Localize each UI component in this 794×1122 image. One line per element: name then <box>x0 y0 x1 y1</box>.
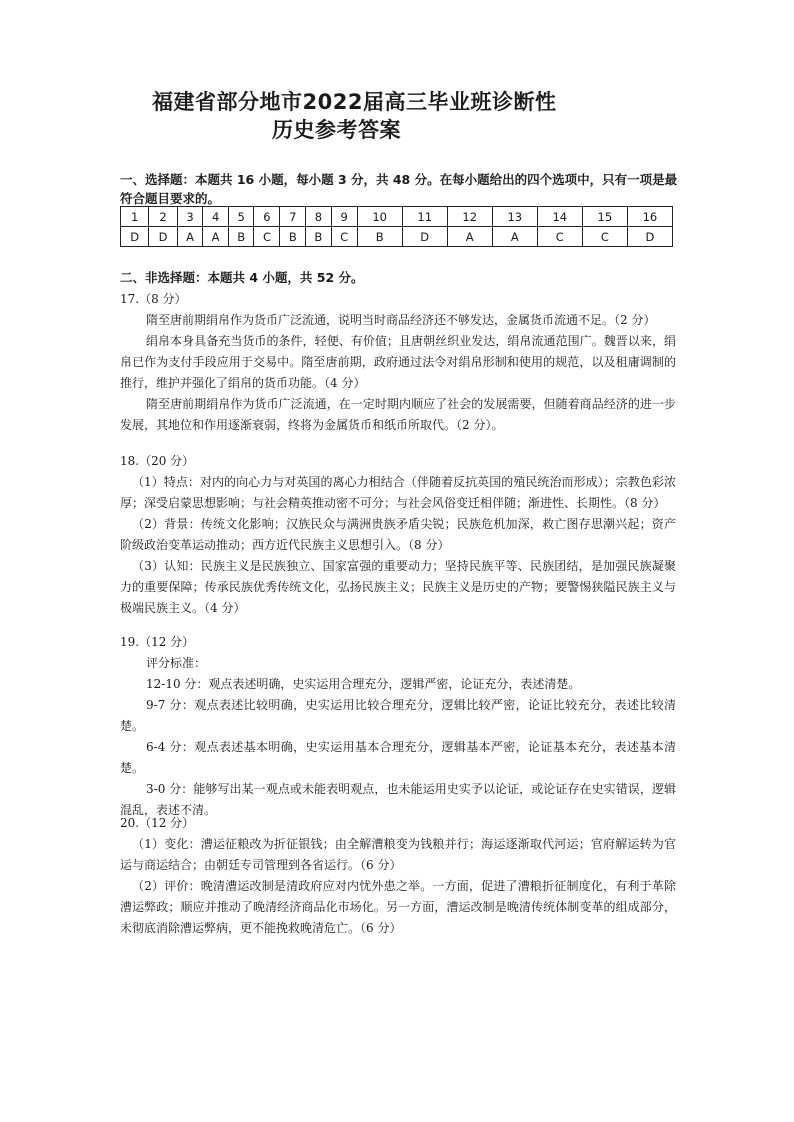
question-18-paragraph-1: （1）特点：对内的向心力与对英国的离心力相结合（伴随着反抗英国的殖民统治而形成）；宗教色彩浓厚；深受启蒙思想影响；与社会精英推动密不可分；与社会风俗变迁相伴随；渐进性、长期性。（8 分） <box>120 475 676 510</box>
answer-cell: D <box>149 227 177 247</box>
question-number: 9 <box>331 207 357 227</box>
question-19-level-4: 3-0 分：能够写出某一观点或未能表明观点，也未能运用史实予以论证，或论证存在史实错误，逻辑混乱，表述不清。 <box>120 782 676 817</box>
answer-cell: A <box>492 227 537 247</box>
question-18-heading: 18.（20 分） <box>120 454 195 468</box>
question-number: 13 <box>492 207 537 227</box>
answer-table <box>120 206 673 247</box>
question-number: 14 <box>537 207 582 227</box>
answer-table-number-row <box>121 207 673 227</box>
answer-cell: C <box>331 227 357 247</box>
question-19-scoring-label: 评分标准： <box>146 656 207 670</box>
question-19-level-3: 6-4 分：观点表述基本明确，史实运用基本合理充分，逻辑基本严密，论证基本充分，表述基本清楚。 <box>120 740 676 775</box>
answer-cell: D <box>121 227 149 247</box>
question-number: 6 <box>254 207 280 227</box>
question-17-block <box>120 289 676 436</box>
question-18-block <box>120 451 676 619</box>
question-17-paragraph-2: 绢帛本身具备充当货币的条件，轻便、有价值；且唐朝丝织业发达，绢帛流通范围广。魏晋以来，绢帛已作为支付手段应用于交易中。隋至唐前期，政府通过法令对绢帛形制和使用的规范，以及租庸调制的推行，维护并强化了绢帛的货币功能。（4 分） <box>120 334 676 390</box>
question-17-paragraph-1: 隋至唐前期绢帛作为货币广泛流通，说明当时商品经济还不够发达，金属货币流通不足。（2 分） <box>146 313 656 327</box>
answer-table-answer-row <box>121 227 673 247</box>
question-number: 3 <box>177 207 203 227</box>
question-number: 8 <box>306 207 332 227</box>
question-19-level-2: 9-7 分：观点表述比较明确，史实运用比较合理充分，逻辑比较严密，论证比较充分，表述比较清楚。 <box>120 698 676 733</box>
question-18-paragraph-2: （2）背景：传统文化影响；汉族民众与满洲贵族矛盾尖锐；民族危机加深，救亡图存思潮兴起；资产阶级政治变革运动推动；西方近代民族主义思想引入。（8 分） <box>120 517 676 552</box>
document-subtitle: 历史参考答案 <box>272 118 401 142</box>
answer-cell: D <box>627 227 672 247</box>
answer-cell: A <box>447 227 492 247</box>
question-number: 2 <box>149 207 177 227</box>
question-19-level-1: 12-10 分：观点表述明确，史实运用合理充分，逻辑严密，论证充分，表述清楚。 <box>146 677 581 691</box>
question-20-paragraph-2: （2）评价：晚清漕运改制是清政府应对内忧外患之举。一方面，促进了漕粮折征制度化，有利于革除漕运弊政；顺应并推动了晚清经济商品化市场化。另一方面，漕运改制是晚清传统体制变革的组成部分，未彻底消除漕运弊病，更不能挽救晚清危亡。（6 分） <box>120 879 676 935</box>
answer-cell: C <box>537 227 582 247</box>
answer-cell: D <box>402 227 447 247</box>
question-20-paragraph-1: （1）变化：漕运征粮改为折征银钱；由全解漕粮变为钱粮并行；海运逐渐取代河运；官府解运转为官运与商运结合；由朝廷专司管理到各省运行。（6 分） <box>120 837 676 872</box>
answer-cell: A <box>203 227 229 247</box>
question-17-heading: 17.（8 分） <box>120 292 187 306</box>
question-19-block <box>120 632 676 821</box>
section-1-heading: 一、选择题：本题共 16 小题，每小题 3 分，共 48 分。在每小题给出的四个选项中，只有一项是最符合题目要求的。 <box>120 172 678 206</box>
answer-cell: C <box>254 227 280 247</box>
document-title: 福建省部分地市2022届高三毕业班诊断性 <box>152 90 557 114</box>
section-2-heading: 二、非选择题：本题共 4 小题，共 52 分。 <box>120 270 364 285</box>
question-18-paragraph-3: （3）认知：民族主义是民族独立、国家富强的重要动力；坚持民族平等、民族团结，是加强民族凝聚力的重要保障；传承民族优秀传统文化，弘扬民族主义；民族主义是历史的产物；要警惕狭隘民族主义与极端民族主义。（4 分） <box>120 559 676 615</box>
answer-cell: B <box>228 227 254 247</box>
question-20-block <box>120 813 676 939</box>
question-number: 16 <box>627 207 672 227</box>
question-number: 10 <box>357 207 402 227</box>
question-20-heading: 20.（12 分） <box>120 816 195 830</box>
answer-cell: B <box>306 227 332 247</box>
question-17-paragraph-3: 隋至唐前期绢帛作为货币广泛流通，在一定时期内顺应了社会的发展需要，但随着商品经济的进一步发展，其地位和作用逐渐衰弱，终将为金属货币和纸币所取代。（2 分）。 <box>120 397 676 432</box>
question-number: 12 <box>447 207 492 227</box>
question-number: 1 <box>121 207 149 227</box>
answer-cell: A <box>177 227 203 247</box>
question-number: 4 <box>203 207 229 227</box>
question-number: 15 <box>582 207 627 227</box>
question-number: 11 <box>402 207 447 227</box>
answer-cell: B <box>357 227 402 247</box>
question-number: 7 <box>280 207 306 227</box>
question-19-heading: 19.（12 分） <box>120 635 195 649</box>
answer-cell: B <box>280 227 306 247</box>
question-number: 5 <box>228 207 254 227</box>
answer-cell: C <box>582 227 627 247</box>
